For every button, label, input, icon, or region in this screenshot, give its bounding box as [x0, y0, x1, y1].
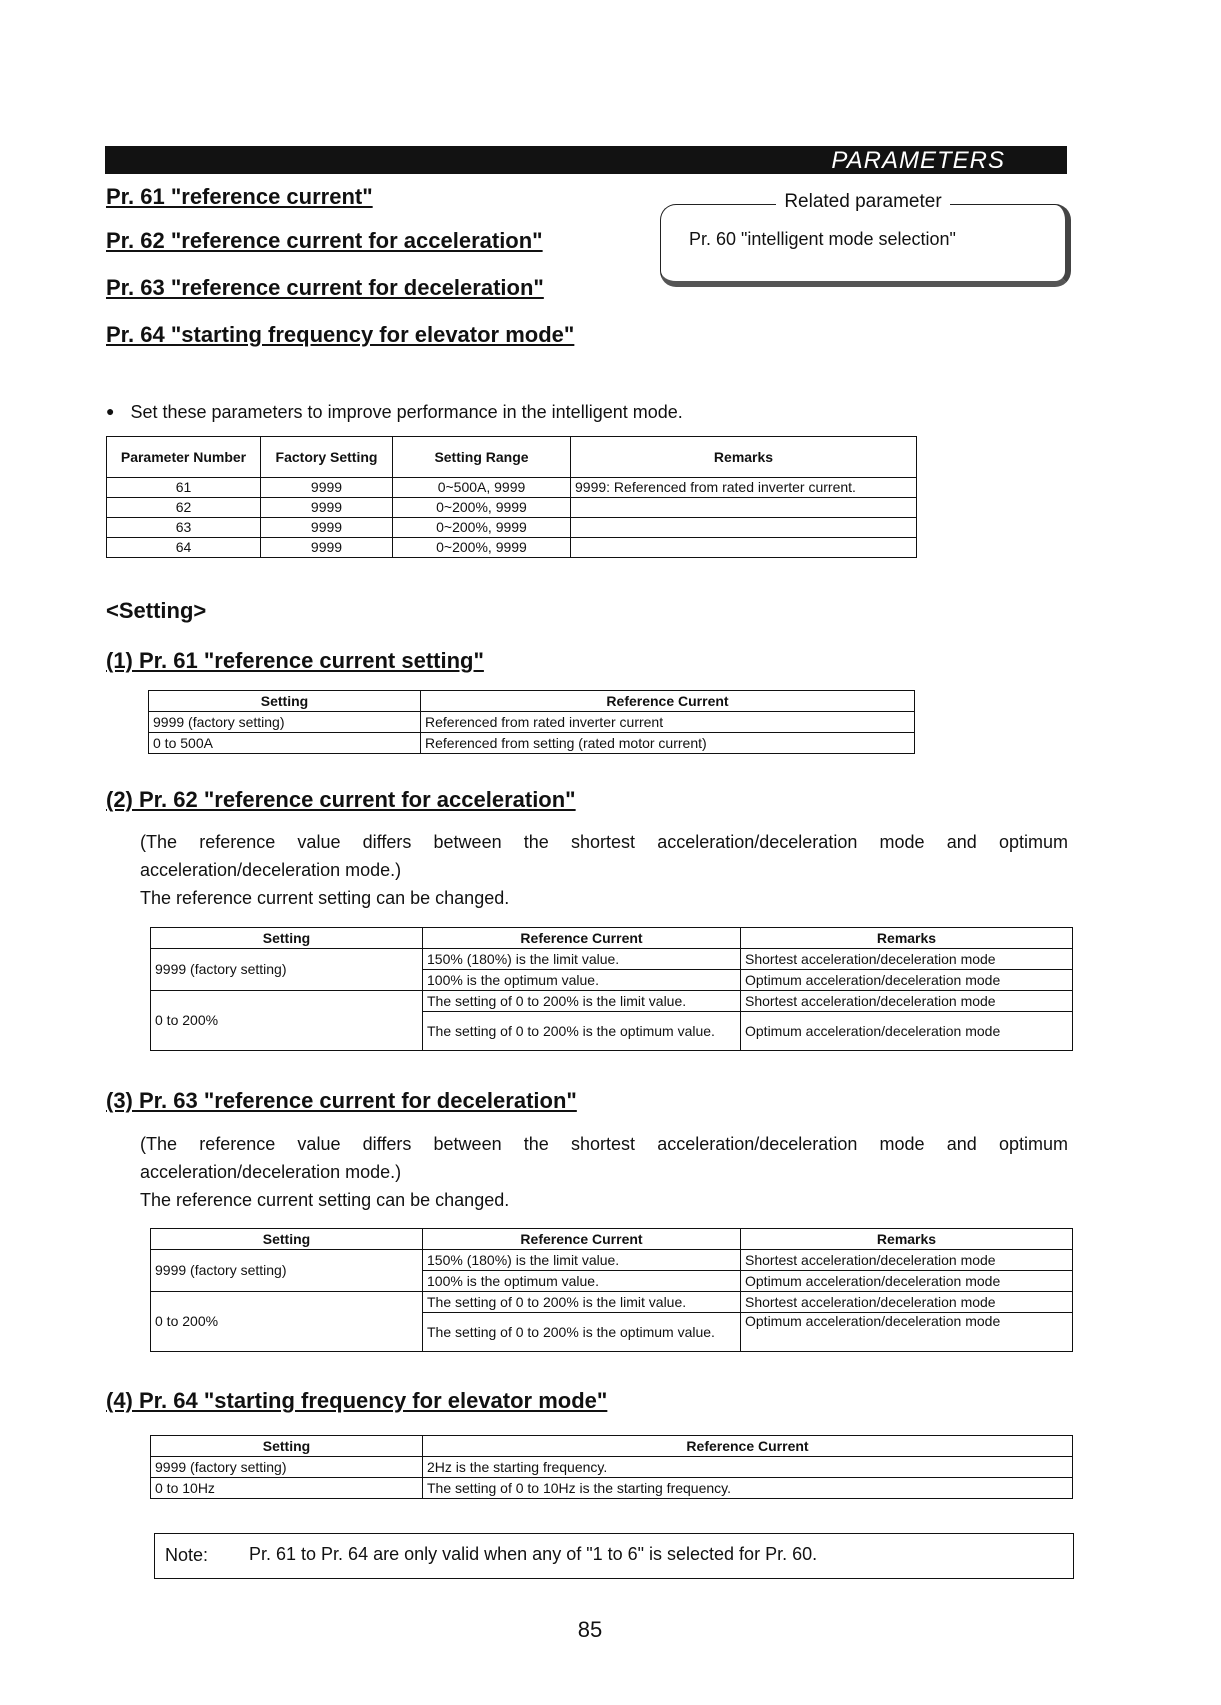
table-row [107, 538, 917, 558]
table-cell: Optimum acceleration/deceleration mode [741, 970, 1073, 991]
table-cell: 150% (180%) is the limit value. [423, 949, 741, 970]
setting-heading: <Setting> [106, 598, 207, 623]
table-cell: Shortest acceleration/deceleration mode [741, 1250, 1073, 1271]
table-header: Setting [149, 691, 421, 712]
table-header: Reference Current [423, 1229, 741, 1250]
table-cell: 0~200%, 9999 [393, 498, 571, 518]
table-cell: 0~200%, 9999 [393, 538, 571, 558]
paragraph-line: The reference current setting can be changed. [140, 1190, 510, 1210]
banner-title: PARAMETERS [831, 147, 1005, 174]
table-header: Setting [151, 1229, 423, 1250]
table-cell: Shortest acceleration/deceleration mode [741, 949, 1073, 970]
section-1-title: (1) Pr. 61 "reference current setting" [106, 648, 484, 673]
table-cell: 9999 (factory setting) [151, 1457, 423, 1478]
table-header: Factory Setting [261, 437, 393, 478]
table-header: Remarks [571, 437, 917, 478]
table-cell: Shortest acceleration/deceleration mode [741, 991, 1073, 1012]
table-header: Reference Current [423, 928, 741, 949]
table-header-row [151, 1436, 1073, 1457]
paragraph-line: The reference current setting can be changed. [140, 888, 510, 908]
related-parameter-item: Pr. 60 "intelligent mode selection" [689, 229, 956, 249]
param-title-62: Pr. 62 "reference current for acceleration" [106, 228, 543, 253]
table-cell: 0~500A, 9999 [393, 478, 571, 498]
table-cell: 9999: Referenced from rated inverter current. [571, 478, 917, 498]
table-header-row [151, 928, 1073, 949]
table-cell: Referenced from setting (rated motor current) [421, 733, 915, 754]
paragraph-line: (The reference value differs between the shortest acceleration/deceleration mode and optimum [140, 832, 1068, 852]
table-cell: 100% is the optimum value. [423, 970, 741, 991]
table-cell: 0 to 10Hz [151, 1478, 423, 1499]
table-cell: 9999 [261, 498, 393, 518]
table-cell: The setting of 0 to 200% is the limit value. [423, 991, 741, 1012]
table-cell: Shortest acceleration/deceleration mode [741, 1292, 1073, 1313]
table-cell: 150% (180%) is the limit value. [423, 1250, 741, 1271]
table-header: Reference Current [421, 691, 915, 712]
table-header-row [107, 437, 917, 478]
table-header: Reference Current [423, 1436, 1073, 1457]
table-cell: The setting of 0 to 200% is the limit value. [423, 1292, 741, 1313]
table-header: Remarks [741, 928, 1073, 949]
table-row [107, 478, 917, 498]
table-header: Remarks [741, 1229, 1073, 1250]
param-title-61: Pr. 61 "reference current" [106, 184, 373, 209]
table-header: Setting [151, 928, 423, 949]
table-cell: 9999 [261, 538, 393, 558]
table-header-row [149, 691, 915, 712]
note-box [154, 1533, 1074, 1579]
table-cell: 64 [107, 538, 261, 558]
table-header-row [151, 1229, 1073, 1250]
table-cell: 61 [107, 478, 261, 498]
starting-frequency-table [150, 1435, 1073, 1499]
note-text: Pr. 61 to Pr. 64 are only valid when any of "1 to 6" is selected for Pr. 60. [249, 1544, 818, 1564]
note-label: Note: [165, 1545, 209, 1565]
paragraph-line: acceleration/deceleration mode.) [140, 1162, 402, 1182]
table-cell: 0~200%, 9999 [393, 518, 571, 538]
section-banner [105, 146, 1067, 174]
table-cell: 100% is the optimum value. [423, 1271, 741, 1292]
table-cell: Referenced from rated inverter current [421, 712, 915, 733]
table-row [149, 712, 915, 733]
parameter-table [106, 436, 917, 558]
table-row [151, 1457, 1073, 1478]
section-2-paragraph [140, 828, 1068, 912]
table-cell: 9999 [261, 478, 393, 498]
table-row [107, 518, 917, 538]
section-3-title: (3) Pr. 63 "reference current for deceleration" [106, 1088, 577, 1113]
acceleration-current-table [150, 927, 1073, 1051]
table-cell: 0 to 200% [151, 991, 423, 1051]
related-parameter-box [660, 191, 1071, 287]
table-header: Parameter Number [107, 437, 261, 478]
deceleration-current-table [150, 1228, 1073, 1352]
table-cell: The setting of 0 to 200% is the optimum value. [423, 1012, 741, 1051]
table-cell: 9999 (factory setting) [151, 1250, 423, 1292]
table-row [151, 1250, 1073, 1271]
table-cell: 63 [107, 518, 261, 538]
related-parameter-title: Related parameter [776, 191, 949, 212]
table-header: Setting Range [393, 437, 571, 478]
paragraph-line: acceleration/deceleration mode.) [140, 860, 402, 880]
table-row [149, 733, 915, 754]
table-row [151, 1478, 1073, 1499]
paragraph-line: (The reference value differs between the shortest acceleration/deceleration mode and optimum [140, 1134, 1068, 1154]
intro-line [106, 402, 683, 423]
table-cell: The setting of 0 to 10Hz is the starting frequency. [423, 1478, 1073, 1499]
param-title-63: Pr. 63 "reference current for deceleration" [106, 275, 544, 300]
param-title-64: Pr. 64 "starting frequency for elevator mode" [106, 322, 575, 347]
table-cell: 9999 (factory setting) [151, 949, 423, 991]
table-cell: 62 [107, 498, 261, 518]
table-row [151, 991, 1073, 1012]
section-3-paragraph [140, 1130, 1068, 1214]
table-header: Setting [151, 1436, 423, 1457]
section-2-title: (2) Pr. 62 "reference current for acceleration" [106, 787, 576, 812]
table-cell: Optimum acceleration/deceleration mode [741, 1271, 1073, 1292]
page-number: 85 [577, 1617, 603, 1642]
bullet-icon: ● [106, 403, 115, 419]
section-4-title: (4) Pr. 64 "starting frequency for elevator mode" [106, 1388, 608, 1413]
table-cell: The setting of 0 to 200% is the optimum value. [423, 1313, 741, 1352]
table-cell: 2Hz is the starting frequency. [423, 1457, 1073, 1478]
table-cell: 9999 (factory setting) [149, 712, 421, 733]
table-row [107, 498, 917, 518]
table-cell: 0 to 200% [151, 1292, 423, 1352]
table-cell: Optimum acceleration/deceleration mode [741, 1313, 1073, 1352]
table-cell: Optimum acceleration/deceleration mode [741, 1012, 1073, 1051]
table-row [151, 1292, 1073, 1313]
table-row [151, 949, 1073, 970]
intro-text: Set these parameters to improve performance in the intelligent mode. [130, 402, 683, 422]
table-cell: 9999 [261, 518, 393, 538]
table-cell: 0 to 500A [149, 733, 421, 754]
reference-current-table [148, 690, 915, 754]
table-cell [571, 538, 917, 558]
table-cell [571, 498, 917, 518]
table-cell [571, 518, 917, 538]
